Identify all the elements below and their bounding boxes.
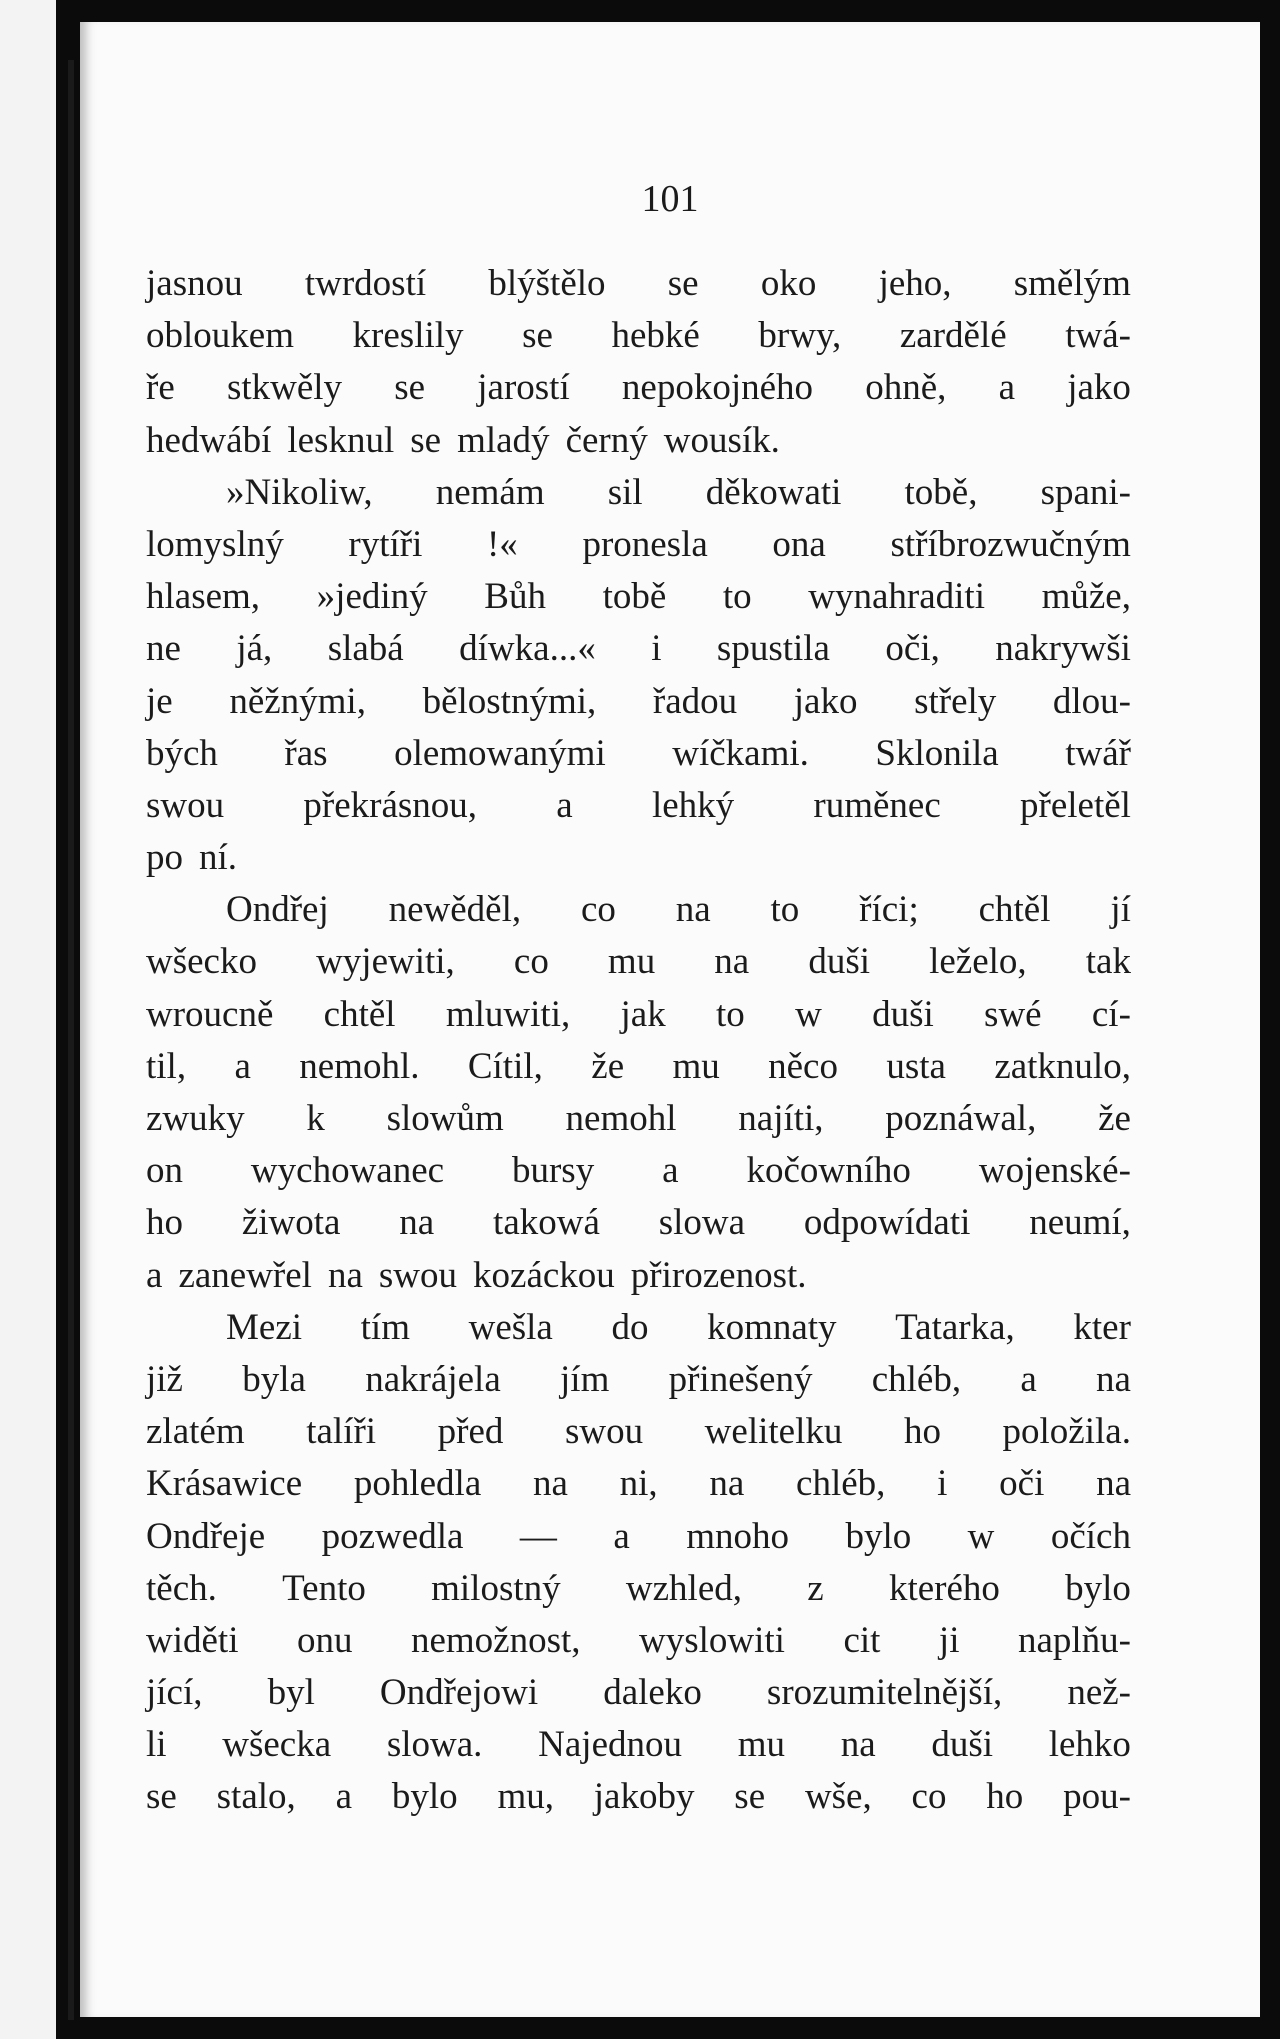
text-line: hlasem, »jediný Bůh tobě to wynahraditi může, <box>146 576 1131 618</box>
text-line: je něžnými, bělostnými, řadou jako střely dlou- <box>146 680 1131 722</box>
text-line: Krásawice pohledla na ni, na chléb, i oči na <box>146 1463 1131 1505</box>
text-line: Mezi tím wešla do komnaty Tatarka, kter <box>226 1306 1131 1348</box>
text-line: hedwábí lesknul se mladý černý wousík. <box>146 419 780 461</box>
text-line: widěti onu nemožnost, wyslowiti cit ji naplňu- <box>146 1619 1131 1661</box>
book-page <box>80 22 1260 2017</box>
scan-border <box>1262 0 1280 2039</box>
text-line: ne já, slabá díwka...« i spustila oči, nakrywši <box>146 628 1131 670</box>
text-line: těch. Tento milostný wzhled, z kterého bylo <box>146 1567 1131 1609</box>
page-number: 101 <box>641 178 699 220</box>
text-line: jasnou twrdostí blýštělo se oko jeho, smělým <box>146 263 1131 304</box>
text-line: bých řas olemowanými wíčkami. Sklonila twář <box>146 732 1131 774</box>
text-line: swou překrásnou, a lehký ruměnec přeletěl <box>146 784 1131 826</box>
text-line: po ní. <box>146 837 238 879</box>
text-line: jící, byl Ondřejowi daleko srozumitelnější, než- <box>146 1672 1131 1714</box>
text-line: ho žiwota na takowá slowa odpowídati neumí, <box>146 1202 1131 1244</box>
text-line: zwuky k slowům nemohl najíti, poznáwal, že <box>146 1098 1131 1139</box>
text-line: již byla nakrájela jím přinešený chléb, a na <box>146 1358 1131 1400</box>
text-line: li wšecka slowa. Najednou mu na duši lehko <box>146 1724 1131 1766</box>
text-line: zlatém talíři před swou welitelku ho položila. <box>146 1411 1131 1453</box>
text-line: til, a nemohl. Cítil, že mu něco usta zatknulo, <box>146 1045 1131 1087</box>
text-line: wšecko wyjewiti, co mu na duši leželo, tak <box>146 941 1131 983</box>
text-line: a zanewřel na swou kozáckou přirozenost. <box>146 1254 807 1296</box>
text-line: obloukem kreslily se hebké brwy, zardělé twá- <box>146 315 1131 357</box>
text-line: Ondřej newěděl, co na to říci; chtěl jí <box>226 889 1131 931</box>
text-line: wroucně chtěl mluwiti, jak to w duši swé cí- <box>146 993 1131 1035</box>
text-line: ře stkwěly se jarostí nepokojného ohně, a jako <box>146 367 1131 409</box>
facing-page-edge <box>0 0 56 2039</box>
text-line: on wychowanec bursy a kočowního wojenské- <box>146 1150 1131 1192</box>
text-line: lomyslný rytíři !« pronesla ona stříbrozwučným <box>146 523 1131 565</box>
page-text <box>146 258 1131 1824</box>
binding-gutter <box>68 60 74 2020</box>
text-line: se stalo, a bylo mu, jakoby se wše, co ho pou- <box>146 1776 1131 1818</box>
text-line: Ondřeje pozwedla — a mnoho bylo w očích <box>146 1515 1131 1557</box>
text-line: »Nikoliw, nemám sil děkowati tobě, spani- <box>226 471 1131 513</box>
